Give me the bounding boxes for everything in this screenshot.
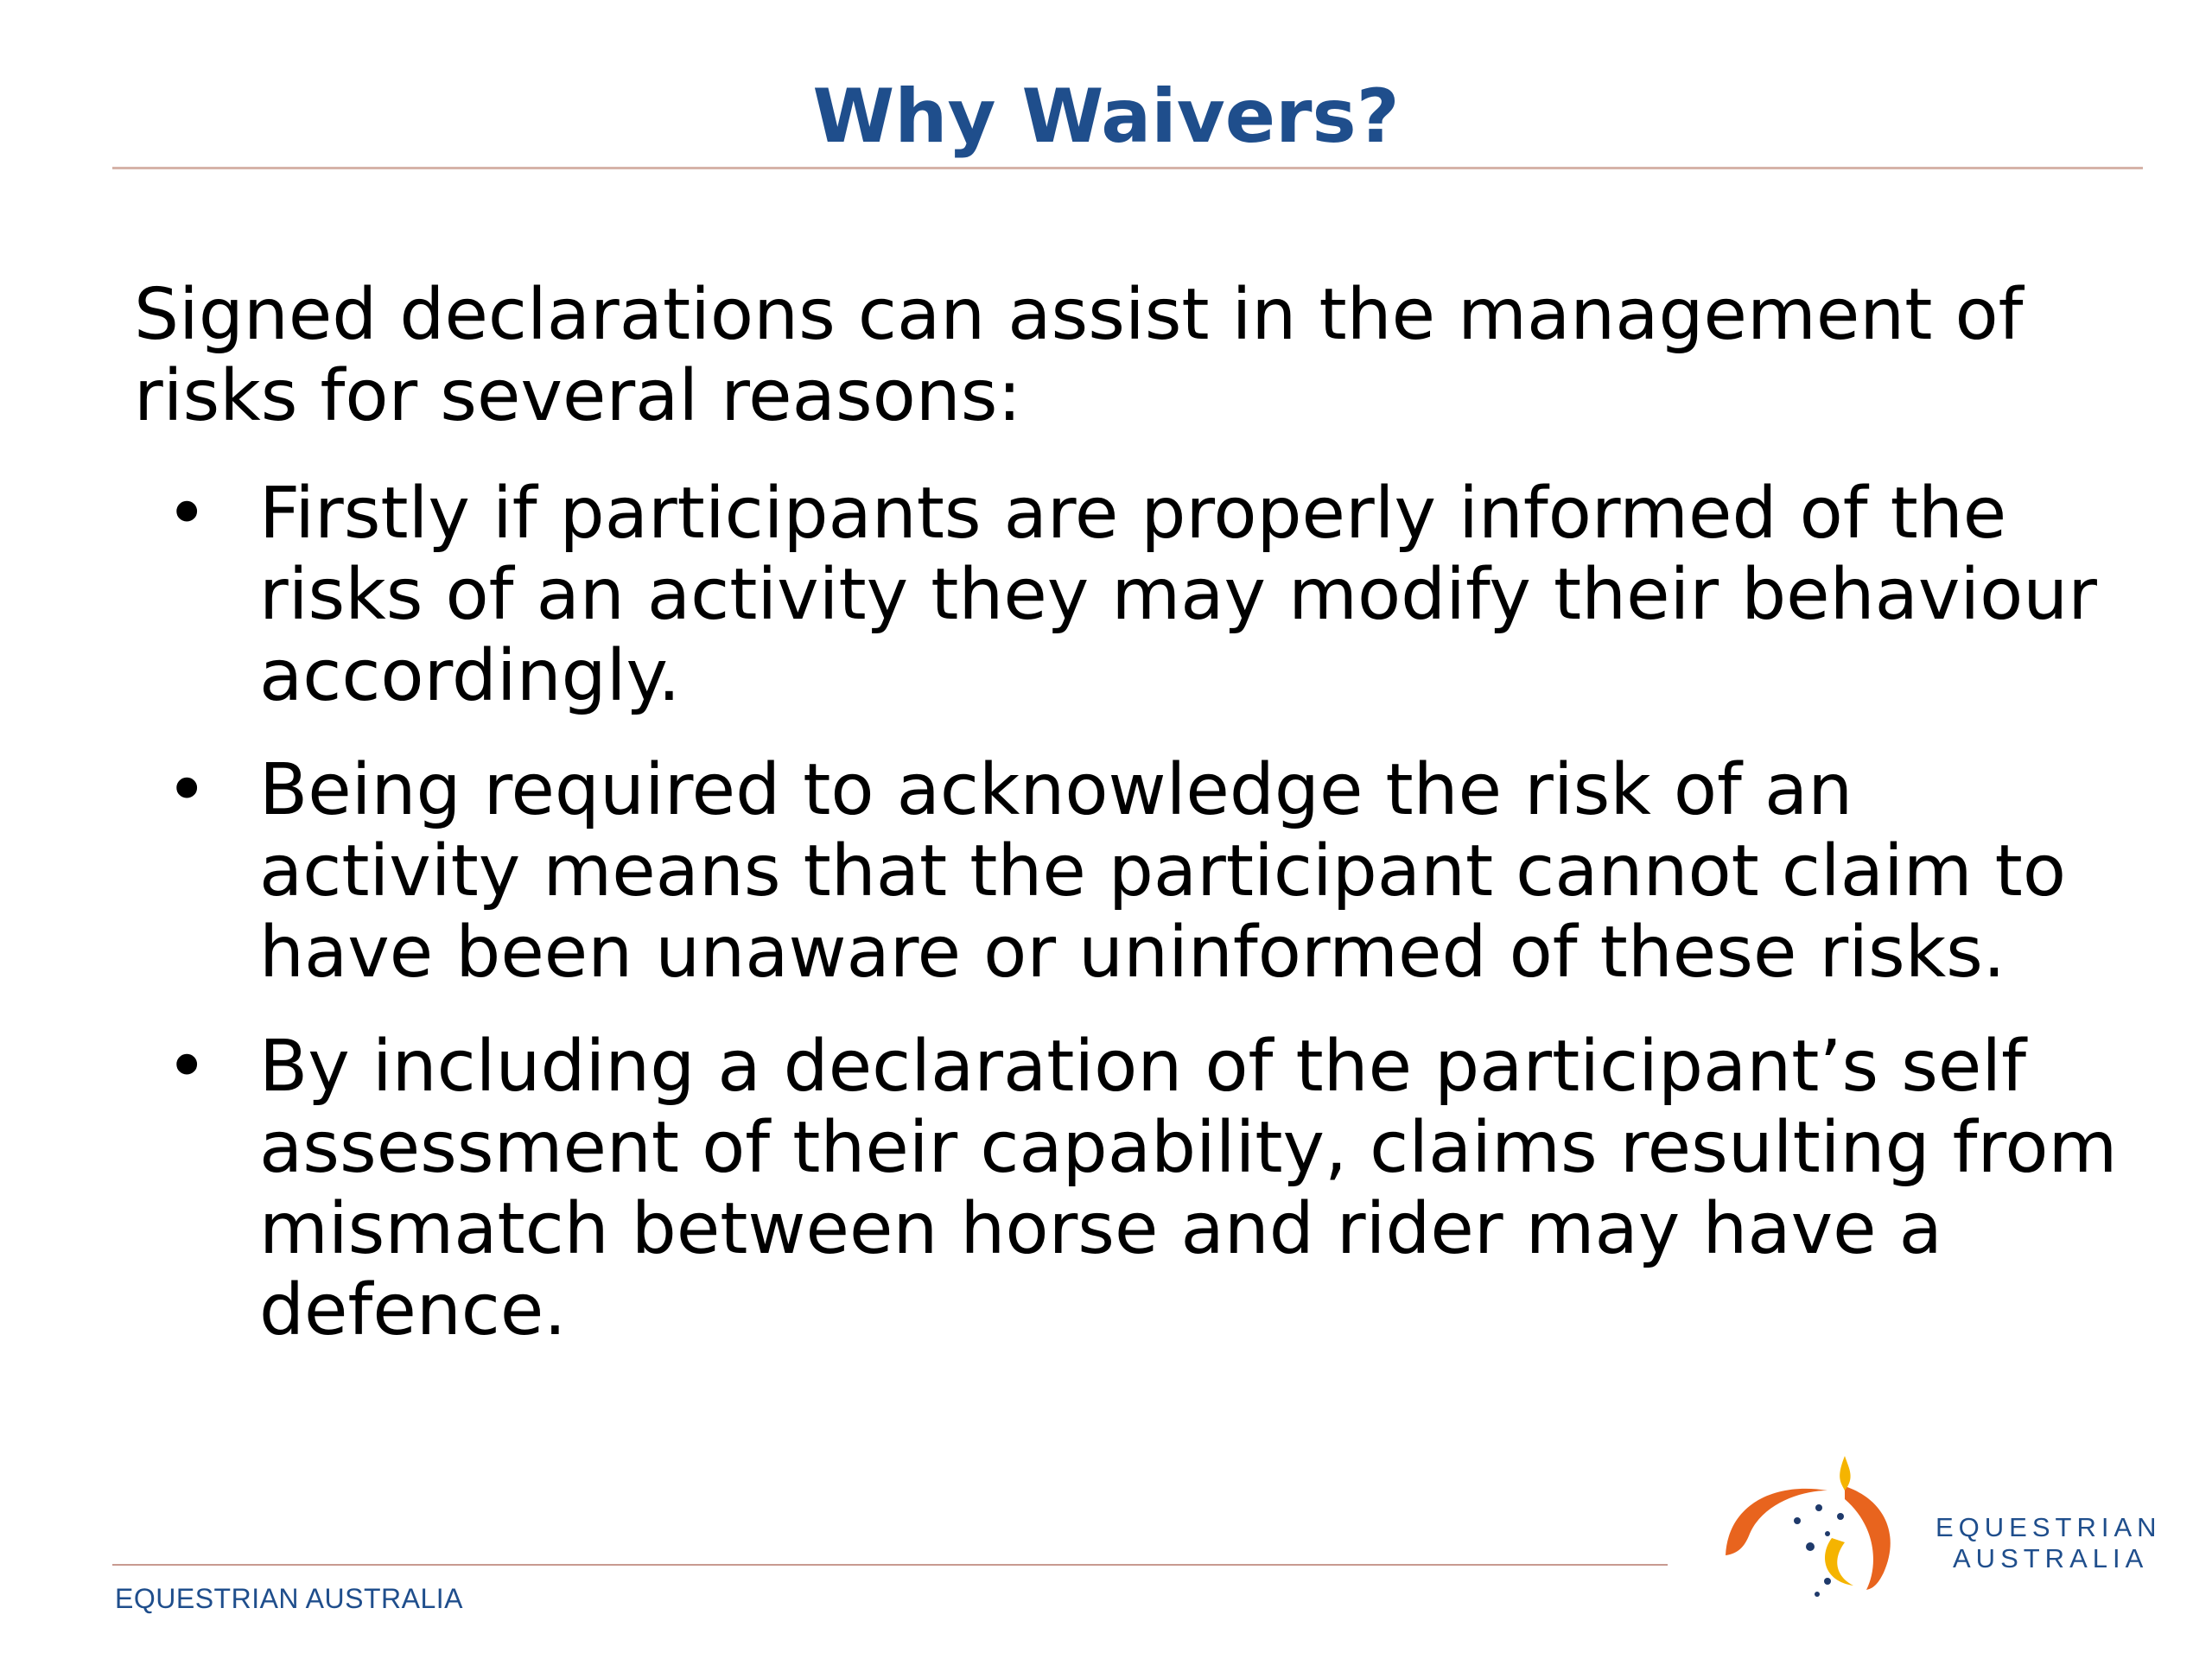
logo-text-line-1: EQUESTRIAN [1936,1512,2162,1542]
bullet-item [134,1027,2121,1351]
title-divider [112,167,2143,169]
footer-organization: EQUESTRIAN AUSTRALIA [115,1583,463,1614]
equestrian-australia-logo [1715,1452,2164,1607]
bullet-text: Firstly if participants are properly informed of the risks of an activity they may modify their behaviour accordingly. [259,473,2097,717]
bullet-dot: • [166,473,208,555]
horse-logo-icon [1715,1452,1923,1607]
bullet-dot: • [166,749,208,831]
logo-text-line-2: AUSTRALIA [1953,1543,2149,1573]
intro-text: Signed declarations can assist in the management of risks for several reasons: [134,274,2024,437]
bullet-text: Being required to acknowledge the risk of an activity means that the participant cannot claim to have been unaware or uninformed of these risks. [259,749,2066,994]
slide-title: Why Waivers? [812,73,1400,160]
footer-divider [112,1564,1668,1566]
bullet-item [134,750,2121,994]
bullet-list [134,474,2121,1384]
bullet-text: By including a declaration of the participant’s self assessment of their capability, claims resulting from mismatch between horse and rider may have a defence. [259,1026,2118,1351]
bullet-dot: • [166,1026,208,1108]
bullet-item [134,474,2121,717]
